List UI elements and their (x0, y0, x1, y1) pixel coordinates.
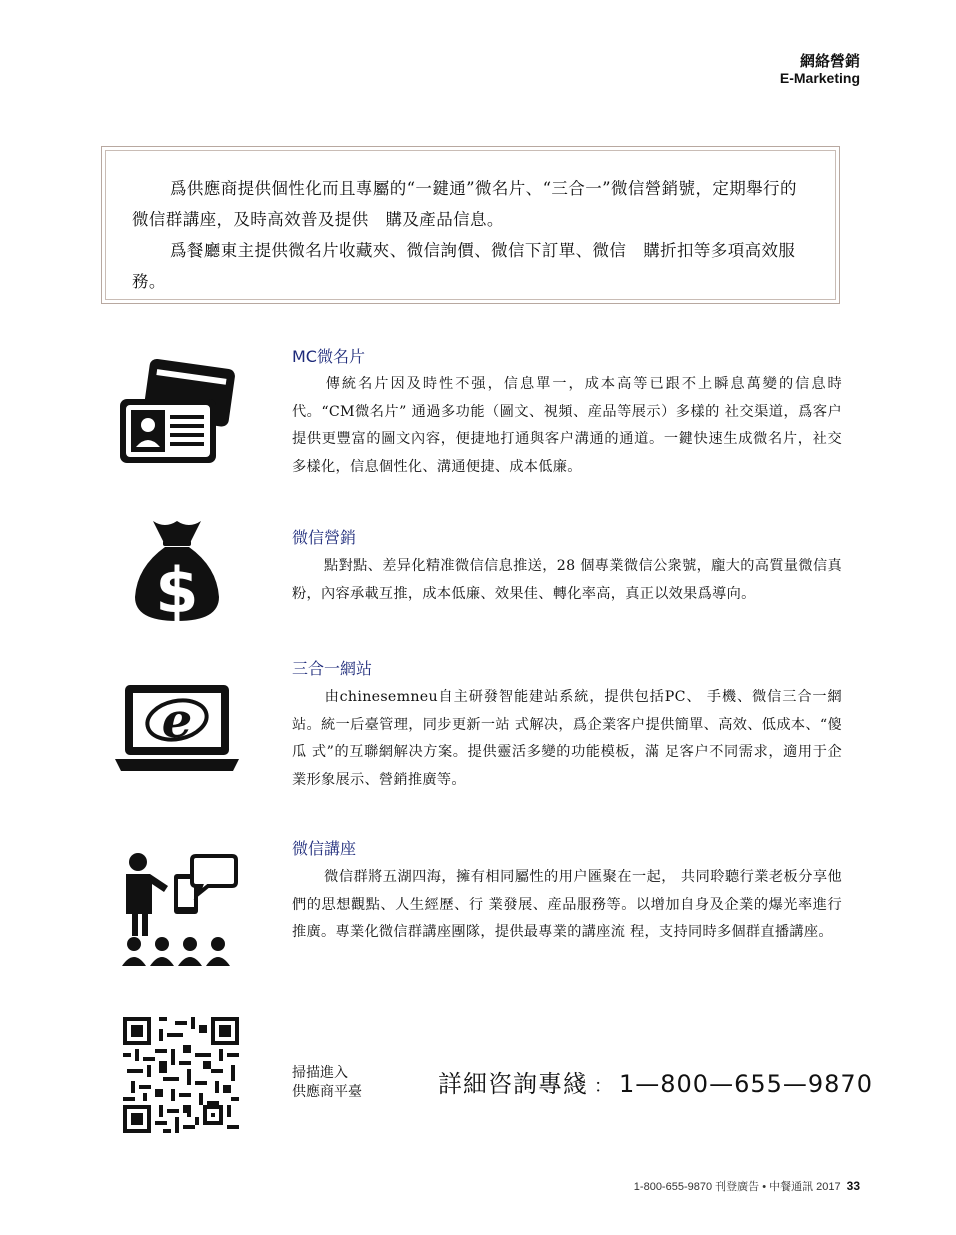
svg-text:$: $ (155, 554, 199, 625)
presenter-icon (118, 852, 238, 968)
section-text-three-in-one: 由chinesemneu自主研發智能建站系統，提供包括PC、 手機、微信三合一網站。統一后臺管理，同步更新一站 式解决，爲企業客户提供簡單、高效、低成本、“傻瓜 式”的互聯網解决方案。提供靈活多變的功能模板，滿 足客户不同需求，適用于企業形象展示、營銷推廣等。 (292, 689, 842, 788)
scan-line-2: 供應商平臺 (292, 1084, 362, 1100)
section-header-en: E-Marketing (779, 70, 860, 86)
scan-instruction (292, 1064, 362, 1102)
footer-text: 1-800-655-9870 刊登廣告 • 中餐通訊 2017 (633, 1181, 841, 1193)
money-bag-icon (131, 517, 223, 625)
intro-paragraph-1 (132, 173, 809, 235)
laptop-e-icon (115, 683, 239, 773)
section-body-three-in-one (292, 684, 842, 794)
section-body-wechat-lecture (292, 864, 842, 947)
section-header-zh: 網絡營銷 (799, 52, 860, 70)
intro-text-2: 爲餐廳東主提供微名片收藏夾、微信詢價、微信下訂單、微信 購折扣等多項高效服務。 (132, 241, 796, 291)
section-title-three-in-one: 三合一網站 (292, 659, 373, 678)
section-title-mc-card: MC微名片 (292, 347, 365, 366)
intro-paragraph-2 (132, 235, 809, 297)
section-body-wechat-marketing (292, 553, 842, 608)
section-text-mc-card: 傳統名片因及時性不强，信息單一，成本高等已跟不上瞬息萬變的信息時代。“CM微名片” 通過多功能（圖文、視頻、産品等展示）多樣的 社交渠道，爲客户提供更豐富的圖文內容，便捷地打通與客户溝通的通道。一鍵快速生成微名片，社交 多樣化，信息個性化、溝通便捷、成本低廉。 (292, 376, 842, 475)
hotline-label: 詳細咨詢專綫 (438, 1070, 588, 1098)
hotline (438, 1064, 873, 1099)
scan-line-1: 掃描進入 (292, 1065, 348, 1081)
section-title-wechat-marketing: 微信營銷 (292, 528, 357, 547)
qr-code (123, 1017, 239, 1133)
hotline-number[interactable]: 1—800—655—9870 (619, 1070, 873, 1098)
section-title-wechat-lecture: 微信講座 (292, 839, 357, 858)
intro-inner-frame (105, 150, 836, 300)
section-text-wechat-lecture: 微信群將五湖四海，擁有相同屬性的用户匯聚在一起， 共同聆聽行業老板分享他們的思想觀點、人生經歷、行 業發展、産品服務等。以增加自身及企業的爆光率進行 推廣。專業化微信群講座團隊，提供最專業的講座流 程，支持同時多個群直播講座。 (292, 869, 842, 940)
page-number: 33 (846, 1179, 860, 1193)
business-card-icon (118, 355, 236, 465)
svg-text:e: e (161, 693, 193, 749)
hotline-colon: ： (594, 1076, 613, 1097)
intro-box (101, 146, 840, 304)
section-body-mc-card (292, 371, 842, 481)
intro-text-1: 爲供應商提供個性化而且專屬的“一鍵通”微名片、“三合一”微信營銷號，定期舉行的微信群講座，及時高效普及提供 購及產品信息。 (132, 179, 797, 229)
section-text-wechat-marketing: 點對點、差异化精准微信信息推送，28 個專業微信公衆號，龐大的高質量微信真粉，內容承載互推，成本低廉、效果佳、轉化率高，真正以效果爲導向。 (292, 558, 842, 602)
page-footer (634, 1178, 860, 1194)
